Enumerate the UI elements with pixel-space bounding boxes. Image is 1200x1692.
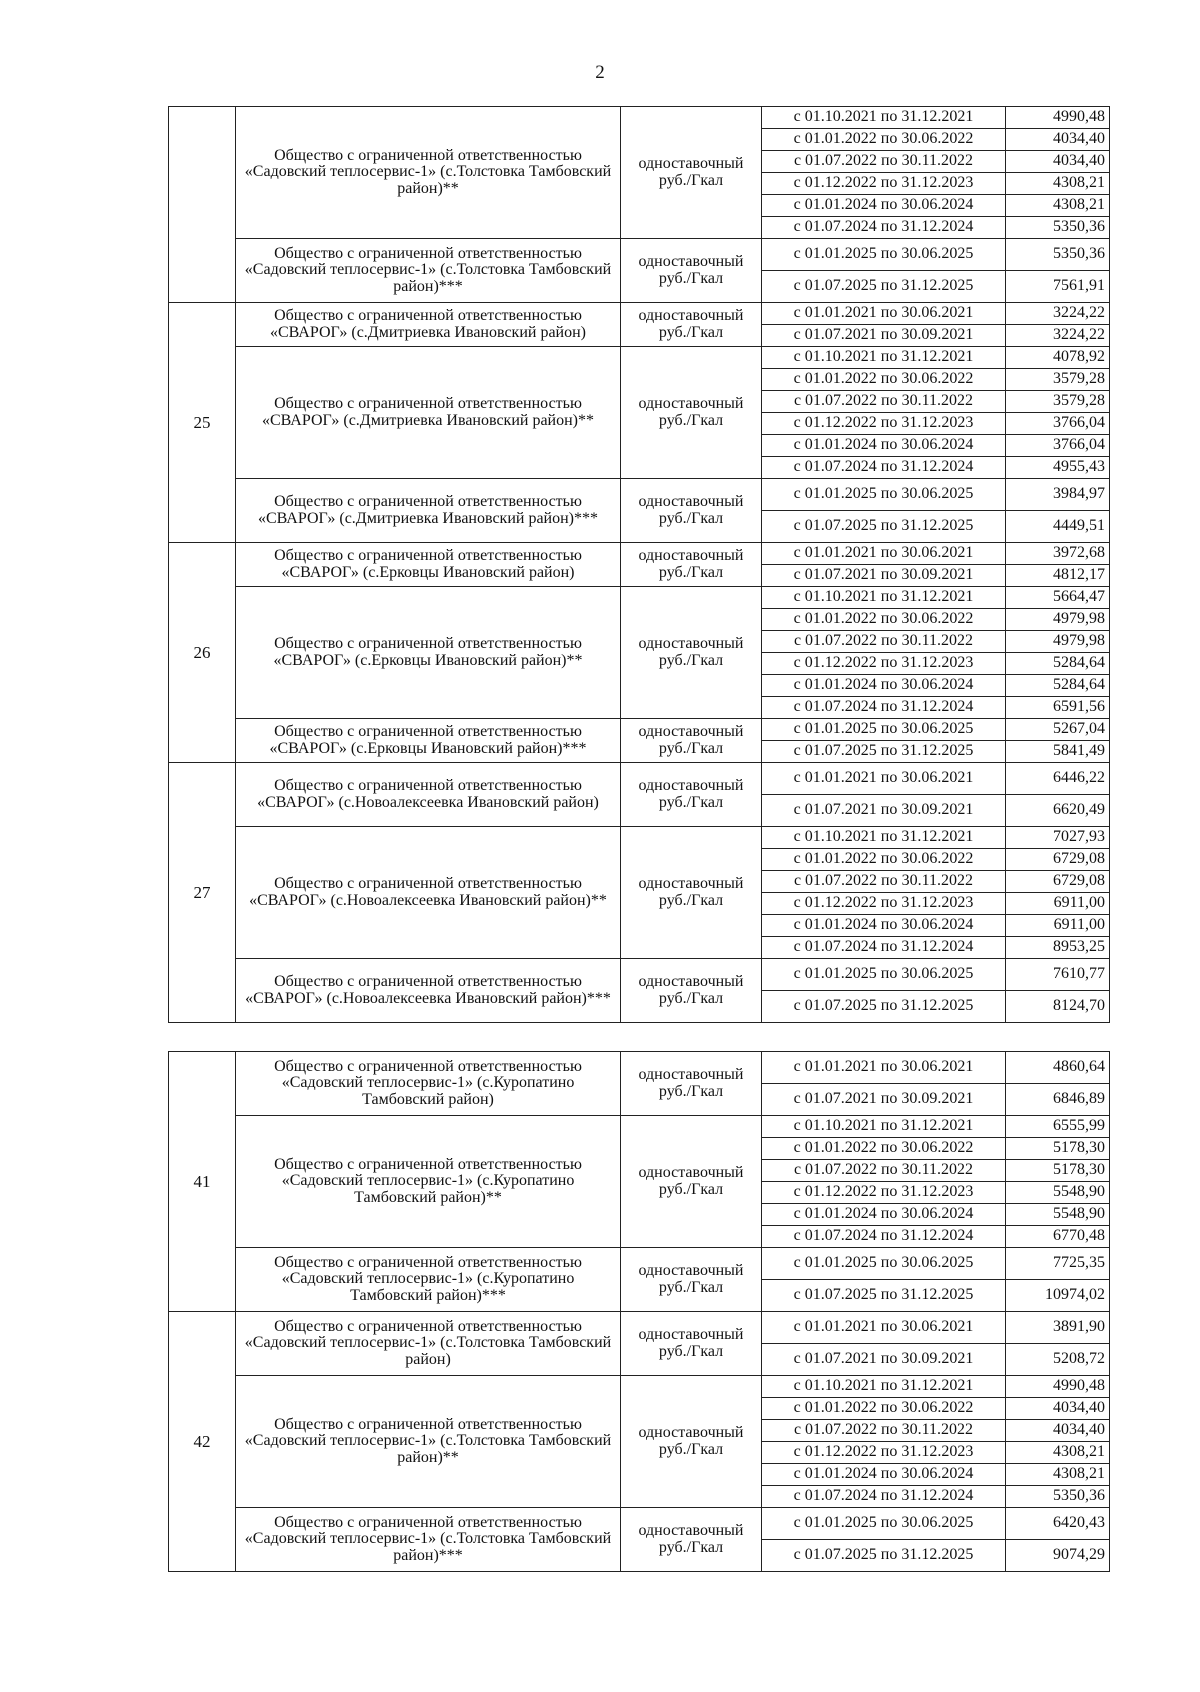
organization-cell: Общество с ограниченной ответственностью «Садовский теплосервис-1» (с.Толстовка Тамбовский район)**	[236, 1376, 621, 1508]
tariff-unit-label: руб./Гкал	[658, 1278, 724, 1296]
period-cell: с 01.01.2022 по 30.06.2022	[762, 1138, 1006, 1160]
tariff-type-cell	[621, 1376, 762, 1508]
period-cell: с 01.07.2025 по 31.12.2025	[762, 1540, 1006, 1572]
tariff-value-cell: 6420,43	[1006, 1508, 1110, 1540]
tariff-value-cell: 7725,35	[1006, 1248, 1110, 1280]
period-cell: с 01.07.2021 по 30.09.2021	[762, 325, 1006, 347]
organization-cell: Общество с ограниченной ответственностью «СВАРОГ» (с.Ерковцы Ивановский район)	[236, 543, 621, 587]
tariff-type-cell	[621, 543, 762, 587]
tariff-type-label: одноставочный	[638, 307, 744, 325]
organization-cell: Общество с ограниченной ответственностью «СВАРОГ» (с.Дмитриевка Ивановский район)	[236, 303, 621, 347]
table-row	[169, 347, 1110, 369]
period-cell: с 01.01.2024 по 30.06.2024	[762, 915, 1006, 937]
tariff-value-cell: 5208,72	[1006, 1344, 1110, 1376]
tariff-value-cell: 8124,70	[1006, 991, 1110, 1023]
tariff-value-cell: 4979,98	[1006, 609, 1110, 631]
period-cell: с 01.07.2021 по 30.09.2021	[762, 795, 1006, 827]
tariff-unit-label: руб./Гкал	[658, 171, 724, 189]
tariff-value-cell: 4034,40	[1006, 1420, 1110, 1442]
period-cell: с 01.01.2025 по 30.06.2025	[762, 959, 1006, 991]
table-row	[169, 1116, 1110, 1138]
period-cell: с 01.12.2022 по 31.12.2023	[762, 893, 1006, 915]
tariff-unit-label: руб./Гкал	[658, 563, 724, 581]
tariff-unit-label: руб./Гкал	[658, 1538, 724, 1556]
tariff-type-cell	[621, 107, 762, 239]
period-cell: с 01.07.2024 по 31.12.2024	[762, 457, 1006, 479]
tariff-value-cell: 5350,36	[1006, 1486, 1110, 1508]
tariff-value-cell: 4308,21	[1006, 1464, 1110, 1486]
tariff-type-cell	[621, 1116, 762, 1248]
tariff-type-cell	[621, 1052, 762, 1116]
period-cell: с 01.10.2021 по 31.12.2021	[762, 1376, 1006, 1398]
organization-cell: Общество с ограниченной ответственностью «СВАРОГ» (с.Новоалексеевка Ивановский район)	[236, 763, 621, 827]
period-cell: с 01.07.2022 по 30.11.2022	[762, 1420, 1006, 1442]
tariff-value-cell: 3579,28	[1006, 391, 1110, 413]
tariff-unit-label: руб./Гкал	[658, 509, 724, 527]
tariff-type-label: одноставочный	[638, 723, 744, 741]
tariff-type-cell	[621, 719, 762, 763]
tariff-value-cell: 4812,17	[1006, 565, 1110, 587]
period-cell: с 01.07.2021 по 30.09.2021	[762, 1344, 1006, 1376]
period-cell: с 01.01.2022 по 30.06.2022	[762, 609, 1006, 631]
tariff-value-cell: 3766,04	[1006, 413, 1110, 435]
tariff-table	[168, 106, 1110, 1023]
table-row	[169, 1508, 1110, 1540]
period-cell: с 01.01.2022 по 30.06.2022	[762, 1398, 1006, 1420]
row-number-cell: 42	[169, 1312, 236, 1572]
tariff-value-cell: 4955,43	[1006, 457, 1110, 479]
tariff-value-cell: 6846,89	[1006, 1084, 1110, 1116]
row-number-cell	[169, 107, 236, 303]
organization-cell: Общество с ограниченной ответственностью «СВАРОГ» (с.Новоалексеевка Ивановский район)***	[236, 959, 621, 1023]
period-cell: с 01.07.2024 по 31.12.2024	[762, 217, 1006, 239]
organization-cell: Общество с ограниченной ответственностью «Садовский теплосервис-1» (с.Толстовка Тамбовский район)***	[236, 1508, 621, 1572]
tariff-value-cell: 4860,64	[1006, 1052, 1110, 1084]
tariff-value-cell: 7610,77	[1006, 959, 1110, 991]
period-cell: с 01.07.2024 по 31.12.2024	[762, 937, 1006, 959]
tariff-type-cell	[621, 303, 762, 347]
tariff-value-cell: 6770,48	[1006, 1226, 1110, 1248]
tariff-value-cell: 5178,30	[1006, 1138, 1110, 1160]
period-cell: с 01.07.2025 по 31.12.2025	[762, 741, 1006, 763]
period-cell: с 01.07.2025 по 31.12.2025	[762, 1280, 1006, 1312]
tariff-value-cell: 10974,02	[1006, 1280, 1110, 1312]
tariff-value-cell: 7561,91	[1006, 271, 1110, 303]
period-cell: с 01.01.2021 по 30.06.2021	[762, 1312, 1006, 1344]
tariff-unit-label: руб./Гкал	[658, 739, 724, 757]
tariff-value-cell: 3972,68	[1006, 543, 1110, 565]
table-row	[169, 587, 1110, 609]
period-cell: с 01.01.2024 по 30.06.2024	[762, 195, 1006, 217]
period-cell: с 01.07.2024 по 31.12.2024	[762, 1486, 1006, 1508]
organization-cell: Общество с ограниченной ответственностью «Садовский теплосервис-1» (с.Толстовка Тамбовский район)	[236, 1312, 621, 1376]
period-cell: с 01.01.2021 по 30.06.2021	[762, 763, 1006, 795]
tariff-type-label: одноставочный	[638, 253, 744, 271]
period-cell: с 01.07.2025 по 31.12.2025	[762, 271, 1006, 303]
tariff-value-cell: 6729,08	[1006, 849, 1110, 871]
period-cell: с 01.01.2024 по 30.06.2024	[762, 435, 1006, 457]
tariff-unit-label: руб./Гкал	[658, 1342, 724, 1360]
tariff-value-cell: 5284,64	[1006, 675, 1110, 697]
tariff-value-cell: 4308,21	[1006, 173, 1110, 195]
period-cell: с 01.01.2022 по 30.06.2022	[762, 129, 1006, 151]
tariff-value-cell: 5548,90	[1006, 1182, 1110, 1204]
period-cell: с 01.01.2025 по 30.06.2025	[762, 1248, 1006, 1280]
tariff-value-cell: 9074,29	[1006, 1540, 1110, 1572]
tariff-type-cell	[621, 1248, 762, 1312]
tariff-value-cell: 6555,99	[1006, 1116, 1110, 1138]
table-row	[169, 959, 1110, 991]
tariff-table-body	[169, 107, 1110, 1023]
period-cell: с 01.07.2025 по 31.12.2025	[762, 511, 1006, 543]
tariff-type-cell	[621, 763, 762, 827]
tariff-type-label: одноставочный	[638, 777, 744, 795]
tariff-unit-label: руб./Гкал	[658, 269, 724, 287]
table-row	[169, 303, 1110, 325]
tariff-value-cell: 5267,04	[1006, 719, 1110, 741]
organization-cell: Общество с ограниченной ответственностью «Садовский теплосервис-1» (с.Куропатино Тамбовский район)**	[236, 1116, 621, 1248]
tariff-value-cell: 4308,21	[1006, 1442, 1110, 1464]
period-cell: с 01.07.2025 по 31.12.2025	[762, 991, 1006, 1023]
row-number-cell: 27	[169, 763, 236, 1023]
tariff-value-cell: 3984,97	[1006, 479, 1110, 511]
tariff-unit-label: руб./Гкал	[658, 1180, 724, 1198]
period-cell: с 01.01.2025 по 30.06.2025	[762, 239, 1006, 271]
tariff-type-label: одноставочный	[638, 1522, 744, 1540]
tariff-value-cell: 5178,30	[1006, 1160, 1110, 1182]
row-number-cell: 25	[169, 303, 236, 543]
tariff-value-cell: 5350,36	[1006, 217, 1110, 239]
table-row	[169, 827, 1110, 849]
tariff-type-cell	[621, 959, 762, 1023]
tariff-type-cell	[621, 239, 762, 303]
row-number-cell: 26	[169, 543, 236, 763]
tariff-type-label: одноставочный	[638, 547, 744, 565]
tariff-value-cell: 6591,56	[1006, 697, 1110, 719]
tariff-type-cell	[621, 1312, 762, 1376]
tariff-type-cell	[621, 587, 762, 719]
organization-cell: Общество с ограниченной ответственностью «СВАРОГ» (с.Дмитриевка Ивановский район)**	[236, 347, 621, 479]
table-row	[169, 1052, 1110, 1084]
tariff-value-cell: 3766,04	[1006, 435, 1110, 457]
period-cell: с 01.12.2022 по 31.12.2023	[762, 173, 1006, 195]
tariff-unit-label: руб./Гкал	[658, 1082, 724, 1100]
table-row	[169, 763, 1110, 795]
period-cell: с 01.01.2024 по 30.06.2024	[762, 675, 1006, 697]
tariff-type-cell	[621, 347, 762, 479]
tariff-value-cell: 5548,90	[1006, 1204, 1110, 1226]
tariff-value-cell: 4990,48	[1006, 1376, 1110, 1398]
tariff-type-cell	[621, 827, 762, 959]
period-cell: с 01.01.2025 по 30.06.2025	[762, 1508, 1006, 1540]
period-cell: с 01.07.2021 по 30.09.2021	[762, 565, 1006, 587]
period-cell: с 01.10.2021 по 31.12.2021	[762, 827, 1006, 849]
tariff-type-label: одноставочный	[638, 1066, 744, 1084]
period-cell: с 01.01.2022 по 30.06.2022	[762, 369, 1006, 391]
organization-cell: Общество с ограниченной ответственностью «СВАРОГ» (с.Ерковцы Ивановский район)***	[236, 719, 621, 763]
period-cell: с 01.07.2022 по 30.11.2022	[762, 631, 1006, 653]
tariff-value-cell: 3891,90	[1006, 1312, 1110, 1344]
tariff-value-cell: 6446,22	[1006, 763, 1110, 795]
tariff-value-cell: 6911,00	[1006, 893, 1110, 915]
tariff-type-label: одноставочный	[638, 1326, 744, 1344]
tariff-unit-label: руб./Гкал	[658, 891, 724, 909]
tariff-value-cell: 4034,40	[1006, 1398, 1110, 1420]
table-row	[169, 719, 1110, 741]
period-cell: с 01.10.2021 по 31.12.2021	[762, 347, 1006, 369]
tariff-value-cell: 6620,49	[1006, 795, 1110, 827]
tariff-value-cell: 6729,08	[1006, 871, 1110, 893]
tariff-value-cell: 6911,00	[1006, 915, 1110, 937]
organization-cell: Общество с ограниченной ответственностью «Садовский теплосервис-1» (с.Куропатино Тамбовский район)***	[236, 1248, 621, 1312]
period-cell: с 01.07.2021 по 30.09.2021	[762, 1084, 1006, 1116]
period-cell: с 01.07.2024 по 31.12.2024	[762, 697, 1006, 719]
period-cell: с 01.10.2021 по 31.12.2021	[762, 1116, 1006, 1138]
tariff-type-label: одноставочный	[638, 1164, 744, 1182]
organization-cell: Общество с ограниченной ответственностью «Садовский теплосервис-1» (с.Толстовка Тамбовский район)**	[236, 107, 621, 239]
tariff-type-label: одноставочный	[638, 155, 744, 173]
table-row	[169, 1312, 1110, 1344]
tariff-type-label: одноставочный	[638, 635, 744, 653]
tariff-value-cell: 3579,28	[1006, 369, 1110, 391]
period-cell: с 01.12.2022 по 31.12.2023	[762, 653, 1006, 675]
tariff-unit-label: руб./Гкал	[658, 411, 724, 429]
period-cell: с 01.01.2024 по 30.06.2024	[762, 1204, 1006, 1226]
organization-cell: Общество с ограниченной ответственностью «Садовский теплосервис-1» (с.Толстовка Тамбовский район)***	[236, 239, 621, 303]
organization-cell: Общество с ограниченной ответственностью «Садовский теплосервис-1» (с.Куропатино Тамбовский район)	[236, 1052, 621, 1116]
tariff-type-label: одноставочный	[638, 493, 744, 511]
tariff-type-label: одноставочный	[638, 395, 744, 413]
organization-cell: Общество с ограниченной ответственностью «СВАРОГ» (с.Дмитриевка Ивановский район)***	[236, 479, 621, 543]
table-row	[169, 1248, 1110, 1280]
tariff-type-cell	[621, 479, 762, 543]
tariff-value-cell: 4990,48	[1006, 107, 1110, 129]
table-row	[169, 479, 1110, 511]
tariff-table	[168, 1051, 1110, 1572]
table-row	[169, 107, 1110, 129]
tariff-value-cell: 5664,47	[1006, 587, 1110, 609]
period-cell: с 01.01.2021 по 30.06.2021	[762, 1052, 1006, 1084]
table-row	[169, 1376, 1110, 1398]
period-cell: с 01.12.2022 по 31.12.2023	[762, 1442, 1006, 1464]
tariff-table-body	[169, 1052, 1110, 1572]
tariff-type-cell	[621, 1508, 762, 1572]
tariff-value-cell: 5284,64	[1006, 653, 1110, 675]
tariff-value-cell: 4034,40	[1006, 129, 1110, 151]
tariff-type-label: одноставочный	[638, 875, 744, 893]
period-cell: с 01.01.2022 по 30.06.2022	[762, 849, 1006, 871]
period-cell: с 01.07.2022 по 30.11.2022	[762, 871, 1006, 893]
period-cell: с 01.07.2022 по 30.11.2022	[762, 151, 1006, 173]
tariff-unit-label: руб./Гкал	[658, 651, 724, 669]
tariff-value-cell: 7027,93	[1006, 827, 1110, 849]
tariff-unit-label: руб./Гкал	[658, 1440, 724, 1458]
period-cell: с 01.10.2021 по 31.12.2021	[762, 587, 1006, 609]
tariff-value-cell: 3224,22	[1006, 303, 1110, 325]
period-cell: с 01.07.2024 по 31.12.2024	[762, 1226, 1006, 1248]
tariff-value-cell: 3224,22	[1006, 325, 1110, 347]
period-cell: с 01.07.2022 по 30.11.2022	[762, 391, 1006, 413]
page-number: 2	[595, 62, 605, 83]
period-cell: с 01.01.2024 по 30.06.2024	[762, 1464, 1006, 1486]
organization-cell: Общество с ограниченной ответственностью «СВАРОГ» (с.Ерковцы Ивановский район)**	[236, 587, 621, 719]
tariff-value-cell: 4078,92	[1006, 347, 1110, 369]
period-cell: с 01.07.2022 по 30.11.2022	[762, 1160, 1006, 1182]
period-cell: с 01.01.2025 по 30.06.2025	[762, 479, 1006, 511]
tariff-value-cell: 8953,25	[1006, 937, 1110, 959]
tariff-value-cell: 4034,40	[1006, 151, 1110, 173]
period-cell: с 01.01.2021 по 30.06.2021	[762, 303, 1006, 325]
period-cell: с 01.12.2022 по 31.12.2023	[762, 413, 1006, 435]
organization-cell: Общество с ограниченной ответственностью «СВАРОГ» (с.Новоалексеевка Ивановский район)**	[236, 827, 621, 959]
period-cell: с 01.01.2021 по 30.06.2021	[762, 543, 1006, 565]
tariff-type-label: одноставочный	[638, 1424, 744, 1442]
tariff-value-cell: 4979,98	[1006, 631, 1110, 653]
tariff-value-cell: 4449,51	[1006, 511, 1110, 543]
period-cell: с 01.10.2021 по 31.12.2021	[762, 107, 1006, 129]
tariff-type-label: одноставочный	[638, 973, 744, 991]
period-cell: с 01.01.2025 по 30.06.2025	[762, 719, 1006, 741]
table-row	[169, 543, 1110, 565]
tariff-value-cell: 4308,21	[1006, 195, 1110, 217]
tariff-unit-label: руб./Гкал	[658, 323, 724, 341]
tariff-unit-label: руб./Гкал	[658, 989, 724, 1007]
tariff-type-label: одноставочный	[638, 1262, 744, 1280]
period-cell: с 01.12.2022 по 31.12.2023	[762, 1182, 1006, 1204]
tariff-value-cell: 5841,49	[1006, 741, 1110, 763]
tariff-value-cell: 5350,36	[1006, 239, 1110, 271]
table-row	[169, 239, 1110, 271]
row-number-cell: 41	[169, 1052, 236, 1312]
tariff-unit-label: руб./Гкал	[658, 793, 724, 811]
